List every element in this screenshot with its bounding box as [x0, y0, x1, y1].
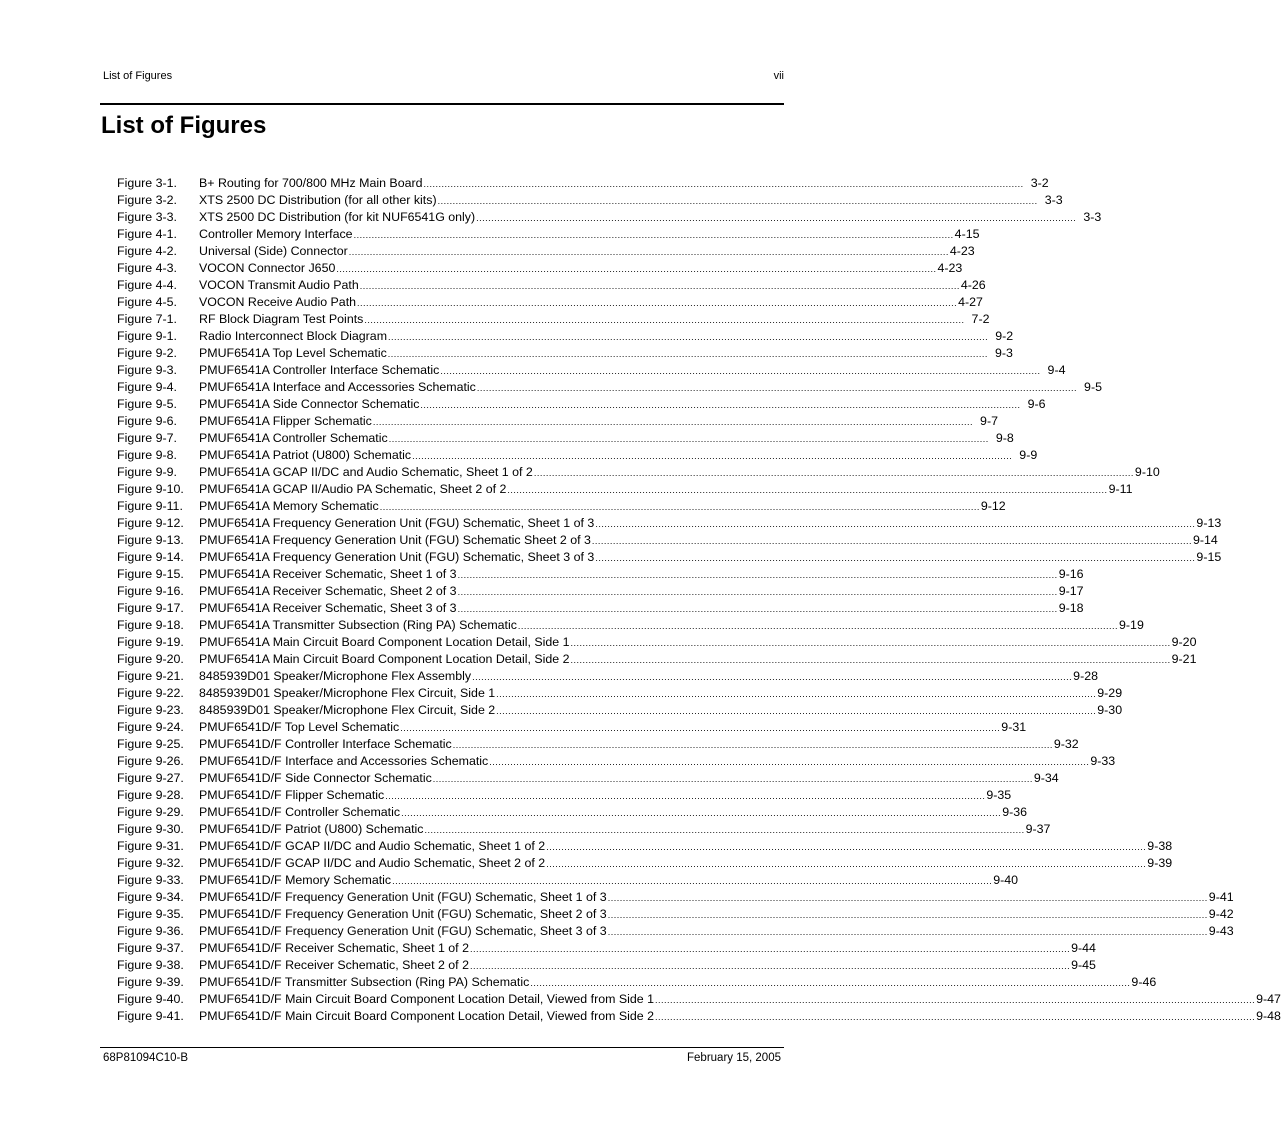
figure-entry[interactable] [117, 243, 975, 260]
figure-number: Figure 9-36. [117, 924, 184, 938]
figure-page-number: 9-20 [1171, 635, 1197, 649]
figure-entry[interactable] [117, 804, 1027, 821]
figure-number: Figure 9-30. [117, 822, 184, 836]
figure-number: Figure 9-39. [117, 975, 184, 989]
figure-caption: B+ Routing for 700/800 MHz Main Board [199, 176, 423, 190]
running-footer [103, 1052, 781, 1064]
header-rule [100, 103, 784, 105]
figure-entry[interactable] [117, 430, 1014, 447]
dot-leader [655, 992, 1255, 1009]
figure-page-number: 9-6 [1027, 397, 1046, 411]
figure-page-number: 9-33 [1090, 754, 1116, 768]
header-page-number: vii [773, 70, 784, 82]
figure-page-number: 9-3 [994, 346, 1013, 360]
figure-number: Figure 9-13. [117, 533, 184, 547]
figure-caption: PMUF6541A Controller Schematic [199, 431, 388, 445]
figure-entry[interactable] [117, 651, 1197, 668]
dot-leader [364, 312, 964, 329]
figure-caption: PMUF6541D/F Receiver Schematic, Sheet 2 of 2 [199, 958, 469, 972]
dot-leader [458, 601, 1058, 618]
figure-number: Figure 9-31. [117, 839, 184, 853]
figure-number: Figure 9-4. [117, 380, 177, 394]
figure-entry[interactable] [117, 583, 1084, 600]
figure-number: Figure 4-5. [117, 295, 177, 309]
figure-entry[interactable] [117, 311, 990, 328]
page-title: List of Figures [101, 112, 267, 139]
figure-page-number: 9-21 [1171, 652, 1197, 666]
dot-leader [496, 703, 1096, 720]
figure-entry[interactable] [117, 685, 1123, 702]
figure-number: Figure 7-1. [117, 312, 177, 326]
dot-leader [608, 907, 1208, 924]
figure-page-number: 4-23 [949, 244, 975, 258]
figure-page-number: 9-16 [1058, 567, 1084, 581]
figure-entry[interactable] [117, 345, 1013, 362]
header-section-title: List of Figures [103, 70, 173, 82]
figure-page-number: 9-45 [1071, 958, 1096, 972]
figure-entry[interactable] [117, 855, 1173, 872]
figure-page-number: 9-47 [1256, 992, 1281, 1006]
figure-entry[interactable] [117, 566, 1084, 583]
figure-caption: PMUF6541A GCAP II/Audio PA Schematic, Sheet 2 of 2 [199, 482, 507, 496]
figure-caption: PMUF6541D/F Top Level Schematic [199, 720, 400, 734]
dot-leader [546, 856, 1146, 873]
figure-page-number: 3-3 [1083, 210, 1102, 224]
dot-leader [389, 431, 989, 448]
figure-entry[interactable] [117, 600, 1084, 617]
figure-page-number: 9-17 [1058, 584, 1084, 598]
figure-number: Figure 9-2. [117, 346, 177, 360]
dot-leader [458, 567, 1058, 584]
dot-leader [401, 805, 1001, 822]
figure-page-number: 9-15 [1196, 550, 1222, 564]
dot-leader [388, 329, 988, 346]
figure-page-number: 9-38 [1147, 839, 1173, 853]
figure-caption: PMUF6541D/F Transmitter Subsection (Ring PA) Schematic [199, 975, 530, 989]
dot-leader [424, 822, 1024, 839]
figure-caption: VOCON Receive Audio Path [199, 295, 357, 309]
figure-caption: PMUF6541D/F Frequency Generation Unit (FGU) Schematic, Sheet 3 of 3 [199, 924, 607, 938]
figure-number: Figure 9-38. [117, 958, 184, 972]
figure-number: Figure 9-29. [117, 805, 184, 819]
figure-number: Figure 9-15. [117, 567, 184, 581]
figure-caption: PMUF6541A Receiver Schematic, Sheet 1 of 3 [199, 567, 457, 581]
figure-entry[interactable] [117, 957, 1096, 974]
figure-number: Figure 3-1. [117, 176, 177, 190]
figure-caption: VOCON Connector J650 [199, 261, 336, 275]
figure-number: Figure 9-16. [117, 584, 184, 598]
figure-number: Figure 9-12. [117, 516, 184, 530]
figure-number: Figure 9-35. [117, 907, 184, 921]
dot-leader [476, 210, 1076, 227]
dot-leader [373, 414, 973, 431]
figure-number: Figure 9-1. [117, 329, 177, 343]
figure-number: Figure 9-40. [117, 992, 184, 1006]
figure-page-number: 7-2 [971, 312, 990, 326]
figure-list [117, 175, 1281, 1025]
figure-caption: VOCON Transmit Audio Path [199, 278, 359, 292]
figure-number: Figure 9-3. [117, 363, 177, 377]
figure-page-number: 9-36 [1002, 805, 1027, 819]
figure-caption: 8485939D01 Speaker/Microphone Flex Circuit, Side 2 [199, 703, 496, 717]
figure-caption: PMUF6541A Frequency Generation Unit (FGU) Schematic Sheet 2 of 3 [199, 533, 591, 547]
figure-page-number: 9-44 [1071, 941, 1096, 955]
figure-page-number: 9-14 [1192, 533, 1218, 547]
figure-number: Figure 4-1. [117, 227, 177, 241]
figure-entry[interactable] [117, 634, 1197, 651]
figure-entry[interactable] [117, 481, 1133, 498]
dot-leader [571, 652, 1171, 669]
figure-caption: PMUF6541A Receiver Schematic, Sheet 2 of 3 [199, 584, 457, 598]
figure-number: Figure 9-41. [117, 1009, 184, 1023]
figure-caption: XTS 2500 DC Distribution (for all other kits) [199, 193, 437, 207]
figure-page-number: 9-8 [995, 431, 1014, 445]
figure-entry[interactable] [117, 226, 980, 243]
figure-caption: PMUF6541A Interface and Accessories Schematic [199, 380, 476, 394]
figure-page-number: 9-9 [1019, 448, 1038, 462]
figure-number: Figure 9-14. [117, 550, 184, 564]
figure-page-number: 3-3 [1044, 193, 1063, 207]
figure-entry[interactable] [117, 447, 1038, 464]
figure-page-number: 9-43 [1208, 924, 1234, 938]
figure-number: Figure 9-21. [117, 669, 184, 683]
dot-leader [534, 465, 1134, 482]
figure-number: Figure 9-9. [117, 465, 177, 479]
figure-page-number: 9-11 [1108, 482, 1133, 496]
dot-leader [354, 227, 954, 244]
figure-page-number: 4-15 [954, 227, 980, 241]
dot-leader [518, 618, 1118, 635]
figure-page-number: 9-39 [1147, 856, 1173, 870]
figure-page-number: 9-19 [1119, 618, 1144, 632]
figure-number: Figure 3-3. [117, 210, 177, 224]
dot-leader [336, 261, 936, 278]
running-header [103, 70, 784, 82]
dot-leader [655, 1009, 1255, 1026]
figure-page-number: 9-42 [1208, 907, 1234, 921]
figure-number: Figure 9-32. [117, 856, 184, 870]
figure-number: Figure 9-11. [117, 499, 183, 513]
dot-leader [477, 380, 1077, 397]
figure-number: Figure 9-8. [117, 448, 177, 462]
figure-page-number: 9-31 [1001, 720, 1027, 734]
figure-number: Figure 9-10. [117, 482, 184, 496]
figure-number: Figure 9-5. [117, 397, 177, 411]
dot-leader [595, 516, 1195, 533]
figure-page-number: 4-23 [937, 261, 963, 275]
figure-caption: PMUF6541A Frequency Generation Unit (FGU) Schematic, Sheet 1 of 3 [199, 516, 595, 530]
figure-entry[interactable] [117, 277, 986, 294]
figure-page-number: 9-28 [1073, 669, 1098, 683]
figure-entry[interactable] [117, 906, 1234, 923]
figure-caption: PMUF6541A Controller Interface Schematic [199, 363, 440, 377]
dot-leader [440, 363, 1040, 380]
figure-entry[interactable] [117, 787, 1012, 804]
dot-leader [357, 295, 957, 312]
dot-leader [472, 669, 1072, 686]
footer-rule [100, 1047, 784, 1048]
figure-entry[interactable] [117, 379, 1102, 396]
figure-caption: PMUF6541A GCAP II/DC and Audio Schematic, Sheet 1 of 2 [199, 465, 533, 479]
dot-leader [458, 584, 1058, 601]
dot-leader [496, 686, 1096, 703]
figure-caption: PMUF6541D/F Patriot (U800) Schematic [199, 822, 424, 836]
figure-entry[interactable] [117, 974, 1157, 991]
figure-number: Figure 9-33. [117, 873, 184, 887]
figure-entry[interactable] [117, 736, 1079, 753]
figure-number: Figure 9-6. [117, 414, 177, 428]
dot-leader [360, 278, 960, 295]
figure-page-number: 9-7 [980, 414, 998, 428]
dot-leader [349, 244, 949, 261]
dot-leader [438, 193, 1038, 210]
figure-entry[interactable] [117, 668, 1098, 685]
figure-number: Figure 4-4. [117, 278, 177, 292]
figure-entry[interactable] [117, 719, 1027, 736]
figure-page-number: 9-40 [993, 873, 1019, 887]
dot-leader [453, 737, 1053, 754]
figure-entry[interactable] [117, 821, 1051, 838]
figure-caption: PMUF6541A Memory Schematic [199, 499, 379, 513]
figure-number: Figure 9-25. [117, 737, 184, 751]
figure-number: Figure 9-22. [117, 686, 184, 700]
figure-caption: PMUF6541A Side Connector Schematic [199, 397, 420, 411]
figure-page-number: 3-2 [1030, 176, 1049, 190]
figure-caption: RF Block Diagram Test Points [199, 312, 364, 326]
dot-leader [392, 873, 992, 890]
figure-caption: PMUF6541A Patriot (U800) Schematic [199, 448, 412, 462]
footer-date: February 15, 2005 [687, 1052, 781, 1064]
figure-caption: PMUF6541D/F Frequency Generation Unit (FGU) Schematic, Sheet 1 of 3 [199, 890, 607, 904]
figure-caption: Radio Interconnect Block Diagram [199, 329, 388, 343]
figure-caption: PMUF6541A Top Level Schematic [199, 346, 387, 360]
figure-caption: 8485939D01 Speaker/Microphone Flex Circuit, Side 1 [199, 686, 496, 700]
figure-number: Figure 9-23. [117, 703, 184, 717]
figure-entry[interactable] [117, 532, 1218, 549]
figure-page-number: 9-46 [1131, 975, 1157, 989]
figure-number: Figure 9-34. [117, 890, 184, 904]
figure-entry[interactable] [117, 396, 1046, 413]
figure-caption: 8485939D01 Speaker/Microphone Flex Assembly [199, 669, 472, 683]
figure-number: Figure 9-7. [117, 431, 177, 445]
figure-page-number: 9-35 [986, 788, 1012, 802]
dot-leader [592, 533, 1192, 550]
dot-leader [400, 720, 1000, 737]
figure-caption: PMUF6541D/F Main Circuit Board Component Location Detail, Viewed from Side 2 [199, 1009, 654, 1023]
figure-caption: Controller Memory Interface [199, 227, 353, 241]
figure-caption: PMUF6541D/F Main Circuit Board Component Location Detail, Viewed from Side 1 [199, 992, 654, 1006]
dot-leader [507, 482, 1107, 499]
dot-leader [385, 788, 985, 805]
figure-entry[interactable] [117, 260, 963, 277]
dot-leader [595, 550, 1195, 567]
figure-caption: PMUF6541D/F Flipper Schematic [199, 788, 385, 802]
figure-number: Figure 9-37. [117, 941, 184, 955]
figure-entry[interactable] [117, 838, 1173, 855]
figure-entry[interactable] [117, 175, 1049, 192]
figure-entry[interactable] [117, 889, 1234, 906]
figure-number: Figure 9-19. [117, 635, 184, 649]
figure-page-number: 9-29 [1097, 686, 1123, 700]
figure-page-number: 9-12 [980, 499, 1006, 513]
dot-leader [412, 448, 1012, 465]
figure-page-number: 9-32 [1053, 737, 1079, 751]
figure-page-number: 4-26 [960, 278, 986, 292]
figure-page-number: 9-41 [1208, 890, 1234, 904]
figure-entry[interactable] [117, 464, 1160, 481]
figure-entry[interactable] [117, 192, 1063, 209]
figure-entry[interactable] [117, 549, 1222, 566]
dot-leader [546, 839, 1146, 856]
figure-caption: XTS 2500 DC Distribution (for kit NUF6541G only) [199, 210, 476, 224]
dot-leader [424, 176, 1024, 193]
figure-number: Figure 9-24. [117, 720, 184, 734]
figure-page-number: 9-34 [1033, 771, 1059, 785]
figure-entry[interactable] [117, 923, 1234, 940]
figure-entry[interactable] [117, 294, 983, 311]
figure-number: Figure 9-26. [117, 754, 184, 768]
figure-number: Figure 9-28. [117, 788, 184, 802]
dot-leader [420, 397, 1020, 414]
figure-entry[interactable] [117, 1008, 1281, 1025]
figure-number: Figure 4-3. [117, 261, 177, 275]
figure-number: Figure 9-20. [117, 652, 184, 666]
figure-page-number: 9-10 [1134, 465, 1160, 479]
figure-entry[interactable] [117, 702, 1123, 719]
figure-number: Figure 4-2. [117, 244, 177, 258]
dot-leader [608, 890, 1208, 907]
figure-entry[interactable] [117, 872, 1019, 889]
figure-entry[interactable] [117, 209, 1102, 226]
figure-entry[interactable] [117, 328, 1014, 345]
dot-leader [489, 754, 1089, 771]
figure-caption: PMUF6541A Main Circuit Board Component Location Detail, Side 2 [199, 652, 570, 666]
figure-entry[interactable] [117, 753, 1116, 770]
figure-page-number: 9-48 [1256, 1009, 1281, 1023]
figure-entry[interactable] [117, 413, 998, 430]
dot-leader [470, 958, 1070, 975]
figure-page-number: 9-4 [1047, 363, 1066, 377]
figure-caption: PMUF6541D/F Controller Schematic [199, 805, 401, 819]
figure-entry[interactable] [117, 991, 1281, 1008]
figure-page-number: 9-18 [1058, 601, 1084, 615]
figure-page-number: 9-2 [995, 329, 1014, 343]
figure-caption: PMUF6541A Flipper Schematic [199, 414, 372, 428]
figure-entry[interactable] [117, 940, 1096, 957]
dot-leader [571, 635, 1171, 652]
figure-entry[interactable] [117, 498, 1006, 515]
figure-caption: PMUF6541D/F GCAP II/DC and Audio Schematic, Sheet 2 of 2 [199, 856, 546, 870]
figure-number: Figure 9-18. [117, 618, 184, 632]
figure-caption: PMUF6541D/F Interface and Accessories Schematic [199, 754, 489, 768]
figure-entry[interactable] [117, 515, 1222, 532]
figure-caption: PMUF6541A Frequency Generation Unit (FGU) Schematic, Sheet 3 of 3 [199, 550, 595, 564]
figure-caption: PMUF6541A Receiver Schematic, Sheet 3 of 3 [199, 601, 457, 615]
footer-document-number: 68P81094C10-B [103, 1052, 189, 1064]
dot-leader [470, 941, 1070, 958]
figure-entry[interactable] [117, 362, 1066, 379]
dot-leader [608, 924, 1208, 941]
dot-leader [388, 346, 988, 363]
figure-number: Figure 3-2. [117, 193, 177, 207]
figure-caption: Universal (Side) Connector [199, 244, 348, 258]
figure-caption: PMUF6541D/F Memory Schematic [199, 873, 392, 887]
figure-page-number: 9-37 [1025, 822, 1051, 836]
figure-entry[interactable] [117, 770, 1059, 787]
figure-number: Figure 9-27. [117, 771, 184, 785]
dot-leader [380, 499, 980, 516]
figure-caption: PMUF6541A Main Circuit Board Component Location Detail, Side 1 [199, 635, 570, 649]
figure-number: Figure 9-17. [117, 601, 184, 615]
figure-caption: PMUF6541D/F Controller Interface Schematic [199, 737, 452, 751]
figure-page-number: 9-13 [1196, 516, 1222, 530]
figure-caption: PMUF6541D/F Frequency Generation Unit (FGU) Schematic, Sheet 2 of 3 [199, 907, 607, 921]
figure-caption: PMUF6541A Transmitter Subsection (Ring PA) Schematic [199, 618, 517, 632]
figure-page-number: 9-5 [1084, 380, 1102, 394]
figure-caption: PMUF6541D/F GCAP II/DC and Audio Schematic, Sheet 1 of 2 [199, 839, 546, 853]
figure-caption: PMUF6541D/F Receiver Schematic, Sheet 1 of 2 [199, 941, 469, 955]
figure-entry[interactable] [117, 617, 1144, 634]
figure-page-number: 4-27 [958, 295, 983, 309]
dot-leader [530, 975, 1130, 992]
figure-caption: PMUF6541D/F Side Connector Schematic [199, 771, 432, 785]
dot-leader [433, 771, 1033, 788]
figure-page-number: 9-30 [1097, 703, 1123, 717]
